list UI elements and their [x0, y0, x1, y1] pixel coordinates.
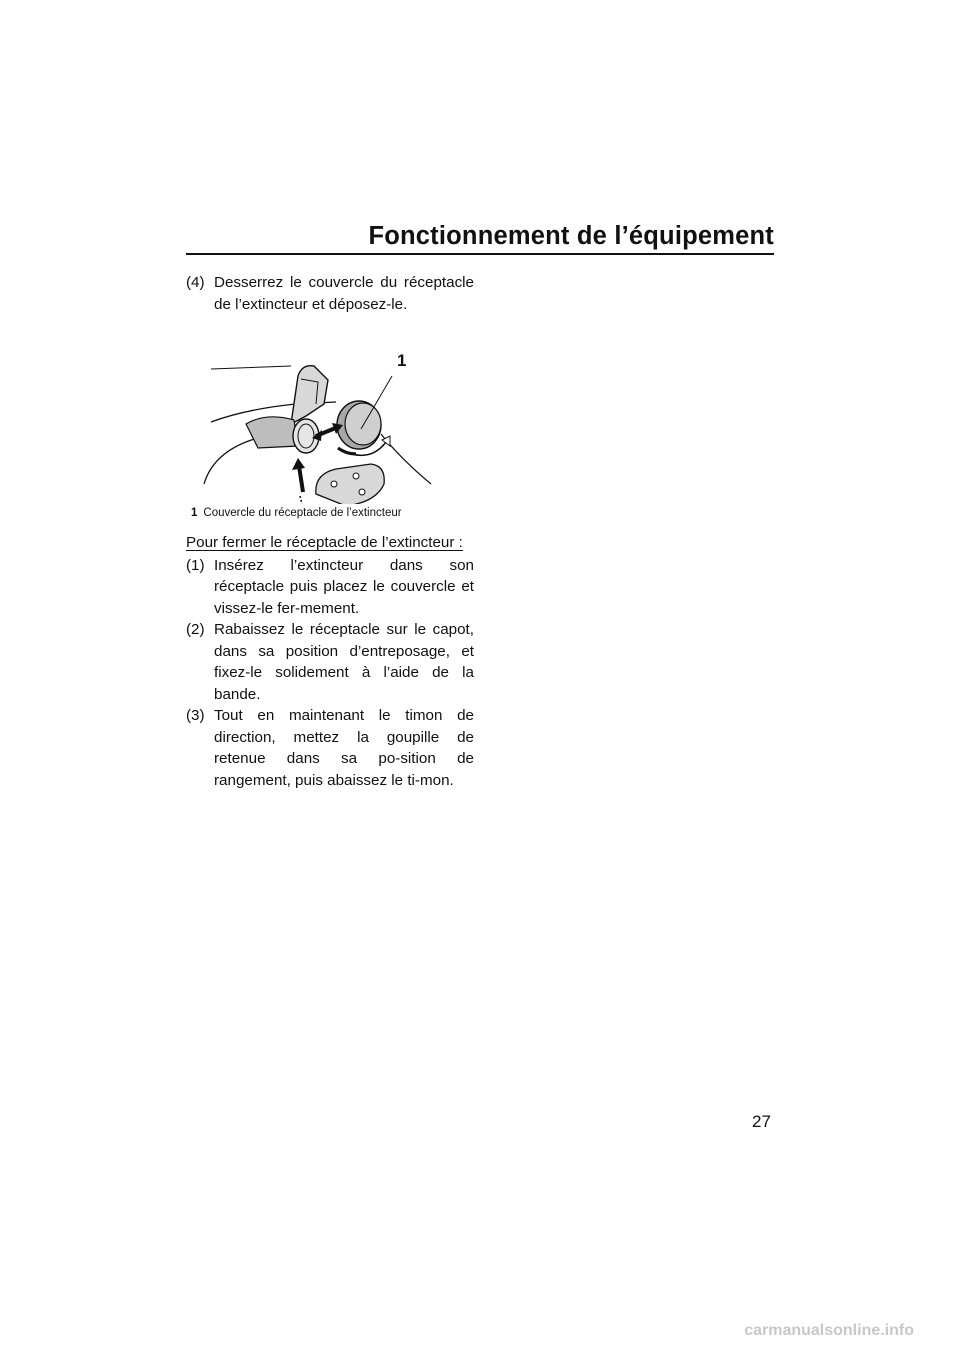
- caption-text: Couvercle du réceptacle de l’extincteur: [203, 507, 402, 519]
- step-number: (3): [186, 707, 205, 724]
- step-text: Tout en maintenant le timon de direction, mettez la goupille de retenue dans sa po-sition de rangement, puis abaissez le ti-mon.: [214, 707, 474, 789]
- step-text: Insérez l’extincteur dans son réceptacle puis placez le couvercle et vissez-le fer-mement.: [214, 556, 474, 617]
- caption-number: 1: [191, 507, 198, 519]
- callout-number: 1: [397, 351, 407, 370]
- step-1: [186, 555, 474, 620]
- header-rule: [186, 253, 774, 255]
- step-4: [186, 272, 474, 315]
- section-heading: Pour fermer le réceptacle de l’extincteur :: [186, 534, 463, 551]
- step-number: (4): [186, 274, 205, 291]
- illustration-drawing: [186, 324, 474, 504]
- step-number: (2): [186, 621, 205, 638]
- page-number: 27: [752, 1112, 771, 1131]
- watermark: carmanualsonline.info: [744, 1322, 914, 1339]
- figure-caption: [186, 506, 474, 521]
- closing-steps: [186, 555, 474, 792]
- step-text: Rabaissez le réceptacle sur le capot, dans sa position d’entreposage, et fixez-le solidement à l’aide de la bande.: [214, 621, 474, 703]
- content-column: [186, 272, 474, 791]
- page-title: Fonctionnement de l’équipement: [368, 222, 774, 250]
- step-3: [186, 705, 474, 791]
- step-number: (1): [186, 556, 205, 574]
- step-text: Desserrez le couvercle du réceptacle de l’extincteur et déposez-le.: [214, 274, 474, 313]
- step-2: [186, 619, 474, 705]
- extinguisher-cover-illustration: [186, 324, 474, 504]
